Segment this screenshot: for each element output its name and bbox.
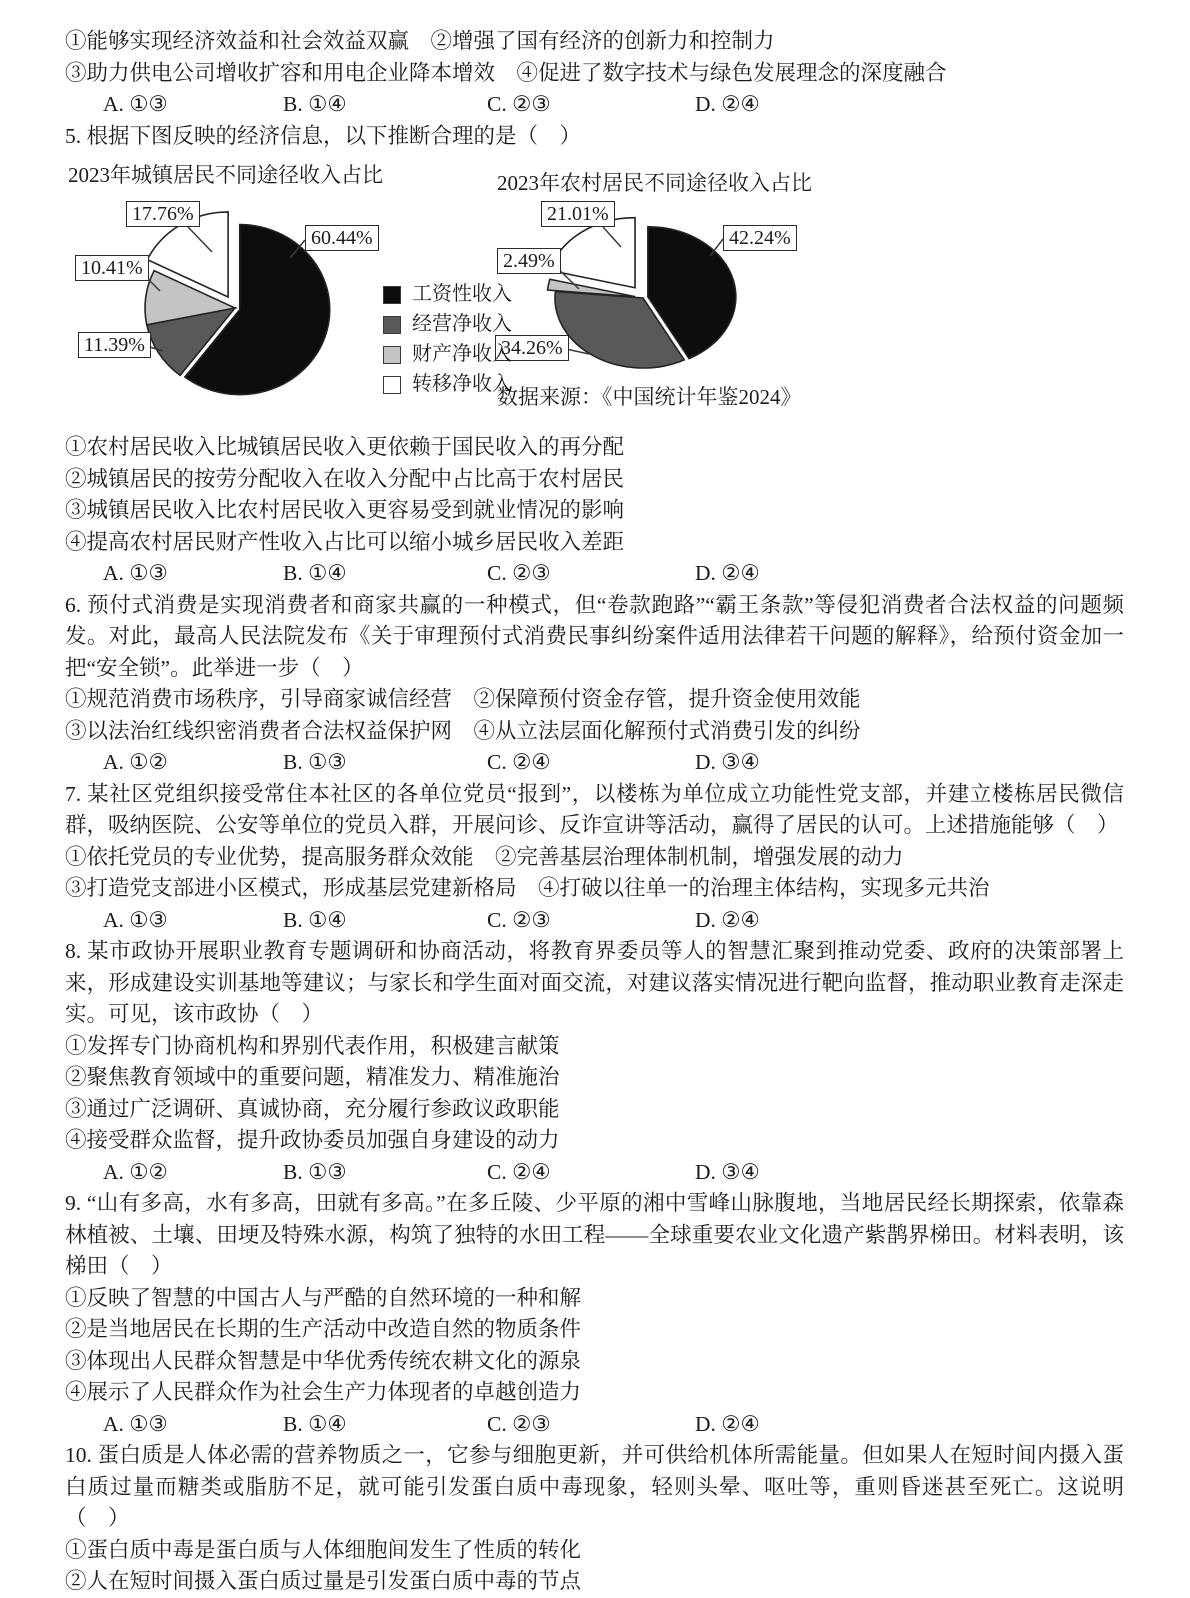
answer-c: C. ②③ bbox=[487, 907, 551, 932]
pie-value-label: 11.39% bbox=[78, 332, 151, 358]
option-line: ③助力供电公司增收扩容和用电企业降本增效 ④促进了数字技术与绿色发展理念的深度融合 bbox=[65, 60, 947, 85]
option-line: ④展示了人民群众作为社会生产力体现者的卓越创造力 bbox=[65, 1380, 582, 1404]
answer-c: C. ②③ bbox=[487, 1411, 551, 1436]
pie-value-label: 34.26% bbox=[495, 335, 569, 361]
property-swatch-icon bbox=[383, 346, 401, 364]
answer-c: C. ②③ bbox=[487, 92, 551, 116]
answer-b: B. ①④ bbox=[283, 92, 347, 116]
answer-row bbox=[65, 905, 1124, 937]
pie-value-label: 10.41% bbox=[75, 255, 149, 281]
business-swatch-icon bbox=[383, 316, 401, 334]
question-stem: 10. 蛋白质是人体必需的营养物质之一，它参与细胞更新，并可供给机体所需能量。但如果人在短时间内摄入蛋白质过量而糖类或脂肪不足，就可能引发蛋白质中毒现象，轻则头晕、呕吐等，重则昏迷甚至死亡。这说明（ ） bbox=[65, 1443, 1124, 1530]
option-line: ①依托党员的专业优势，提高服务群众效能 ②完善基层治理体制机制，增强发展的动力 bbox=[65, 844, 904, 869]
option-line: ④接受群众监督，提升政协委员加强自身建设的动力 bbox=[65, 1128, 560, 1152]
answer-a: A. ①③ bbox=[103, 907, 168, 932]
option-line: ①农村居民收入比城镇居民收入更依赖于国民收入的再分配 bbox=[65, 435, 625, 459]
option-line: ④提高农村居民财产性收入占比可以缩小城乡居民收入差距 bbox=[65, 529, 625, 554]
question-8 bbox=[65, 936, 1124, 1188]
answer-b: B. ①④ bbox=[283, 907, 347, 932]
answer-b: B. ①④ bbox=[283, 1411, 347, 1436]
option-line: ②人在短时间摄入蛋白质过量是引发蛋白质中毒的节点 bbox=[65, 1569, 582, 1593]
answer-a: A. ①③ bbox=[103, 92, 168, 116]
answer-d: D. ③④ bbox=[695, 1159, 760, 1184]
answer-d: D. ②④ bbox=[695, 92, 760, 116]
option-line: ③城镇居民收入比农村居民收入更容易受到就业情况的影响 bbox=[65, 498, 625, 522]
option-line: ①发挥专门协商机构和界别代表作用，积极建言献策 bbox=[65, 1033, 560, 1058]
answer-row bbox=[65, 747, 1124, 779]
question-stem: 7. 某社区党组织接受常住本社区的各单位党员“报到”，以楼栋为单位成立功能性党支部，并建立楼栋居民微信群，吸纳医院、公安等单位的党员入群，开展问诊、反诈宣讲等活动，赢得了居民的认可。上述措施能够（ ） bbox=[65, 781, 1124, 837]
pie-value-label: 42.24% bbox=[723, 225, 797, 251]
question-6 bbox=[65, 590, 1124, 779]
answer-a: A. ①③ bbox=[103, 561, 168, 585]
wage-swatch-icon bbox=[383, 286, 401, 304]
question-stem: 8. 某市政协开展职业教育专题调研和协商活动，将教育界委员等人的智慧汇聚到推动党委、政府的决策部署上来，形成建设实训基地等建议；与家长和学生面对面交流，对建议落实情况进行靶向监督，推动职业教育走深走实。可见，该市政协（ ） bbox=[65, 939, 1124, 1026]
answer-a: A. ①② bbox=[103, 1159, 168, 1184]
answer-row bbox=[65, 558, 1124, 590]
question-9 bbox=[65, 1188, 1124, 1440]
answer-d: D. ③④ bbox=[695, 750, 760, 774]
option-line: ②城镇居民的按劳分配收入在收入分配中占比高于农村居民 bbox=[65, 466, 625, 491]
pie-value-label: 2.49% bbox=[497, 248, 561, 274]
option-line: ②聚焦教育领域中的重要问题，精准发力、精准施治 bbox=[65, 1065, 560, 1089]
data-source-note: 数据来源：《中国统计年鉴2024》 bbox=[497, 385, 802, 409]
answer-d: D. ②④ bbox=[695, 907, 760, 932]
question-5 bbox=[65, 121, 1124, 590]
answer-c: C. ②③ bbox=[487, 561, 551, 585]
question-10 bbox=[65, 1440, 1124, 1598]
pie-slice-转移净收入 bbox=[550, 218, 635, 288]
legend-item-transfer: 转移净收入 bbox=[383, 370, 512, 400]
answer-d: D. ②④ bbox=[695, 1411, 760, 1436]
answer-d: D. ②④ bbox=[695, 561, 760, 585]
pie-value-label: 60.44% bbox=[305, 225, 379, 251]
option-line: ③以法治红线织密消费者合法权益保护网 ④从立法层面化解预付式消费引发的纠纷 bbox=[65, 718, 861, 743]
question-stem: 9. “山有多高，水有多高，田就有多高。”在多丘陵、少平原的湘中雪峰山脉腹地，当地居民经长期探索，依靠森林植被、土壤、田埂及特殊水源，构筑了独特的水田工程——全球重要农业文化遗产紫鹊界梯田。材料表明，该梯田（ ） bbox=[65, 1191, 1124, 1278]
pie-value-label: 17.76% bbox=[126, 201, 200, 227]
answer-b: B. ①④ bbox=[283, 561, 347, 585]
question-stem: 5. 根据下图反映的经济信息，以下推断合理的是（ ） bbox=[65, 123, 582, 148]
option-line: ①能够实现经济效益和社会效益双赢 ②增强了国有经济的创新力和控制力 bbox=[65, 29, 775, 53]
question-7 bbox=[65, 779, 1124, 937]
option-line: ③体现出人民群众智慧是中华优秀传统农耕文化的源泉 bbox=[65, 1348, 582, 1373]
option-line: ①反映了智慧的中国古人与严酷的自然环境的一种和解 bbox=[65, 1285, 582, 1310]
answer-a: A. ①② bbox=[103, 750, 168, 774]
legend-item-business: 经营净收入 bbox=[383, 310, 512, 340]
option-line: ③通过广泛调研、真诚协商，充分履行参政议政职能 bbox=[65, 1096, 560, 1121]
income-pie-figure bbox=[65, 158, 1123, 430]
option-line: ③打造党支部进小区模式，形成基层党建新格局 ④打破以往单一的治理主体结构，实现多元共治 bbox=[65, 876, 990, 900]
legend-item-wage: 工资性收入 bbox=[383, 280, 512, 310]
option-line: ①规范消费市场秩序，引导商家诚信经营 ②保障预付资金存管，提升资金使用效能 bbox=[65, 687, 861, 711]
answer-a: A. ①③ bbox=[103, 1411, 168, 1436]
answer-c: C. ②④ bbox=[487, 750, 551, 774]
answer-c: C. ②④ bbox=[487, 1159, 551, 1184]
urban-pie-title: 2023年城镇居民不同途径收入占比 bbox=[68, 163, 383, 187]
question-stem: 6. 预付式消费是实现消费者和商家共赢的一种模式，但“卷款跑路”“霸王条款”等侵犯消费者合法权益的问题频发。对此，最高人民法院发布《关于审理预付式消费民事纠纷案件适用法律若干问题的解释》，给预付资金加一把“安全锁”。此举进一步（ ） bbox=[65, 592, 1124, 680]
rural-pie-title: 2023年农村居民不同途径收入占比 bbox=[497, 171, 812, 195]
answer-row bbox=[65, 1409, 1124, 1441]
pie-legend bbox=[383, 280, 512, 400]
option-line: ①蛋白质中毒是蛋白质与人体细胞间发生了性质的转化 bbox=[65, 1537, 582, 1562]
answer-b: B. ①③ bbox=[283, 1159, 347, 1184]
pie-value-label: 21.01% bbox=[541, 201, 615, 227]
answer-b: B. ①③ bbox=[283, 750, 347, 774]
transfer-swatch-icon bbox=[383, 376, 401, 394]
legend-item-property: 财产净收入 bbox=[383, 340, 512, 370]
option-line: ②是当地居民在长期的生产活动中改造自然的物质条件 bbox=[65, 1317, 582, 1341]
question-4-fragment bbox=[65, 26, 1124, 121]
answer-row bbox=[65, 1157, 1124, 1189]
answer-row bbox=[65, 89, 1124, 121]
